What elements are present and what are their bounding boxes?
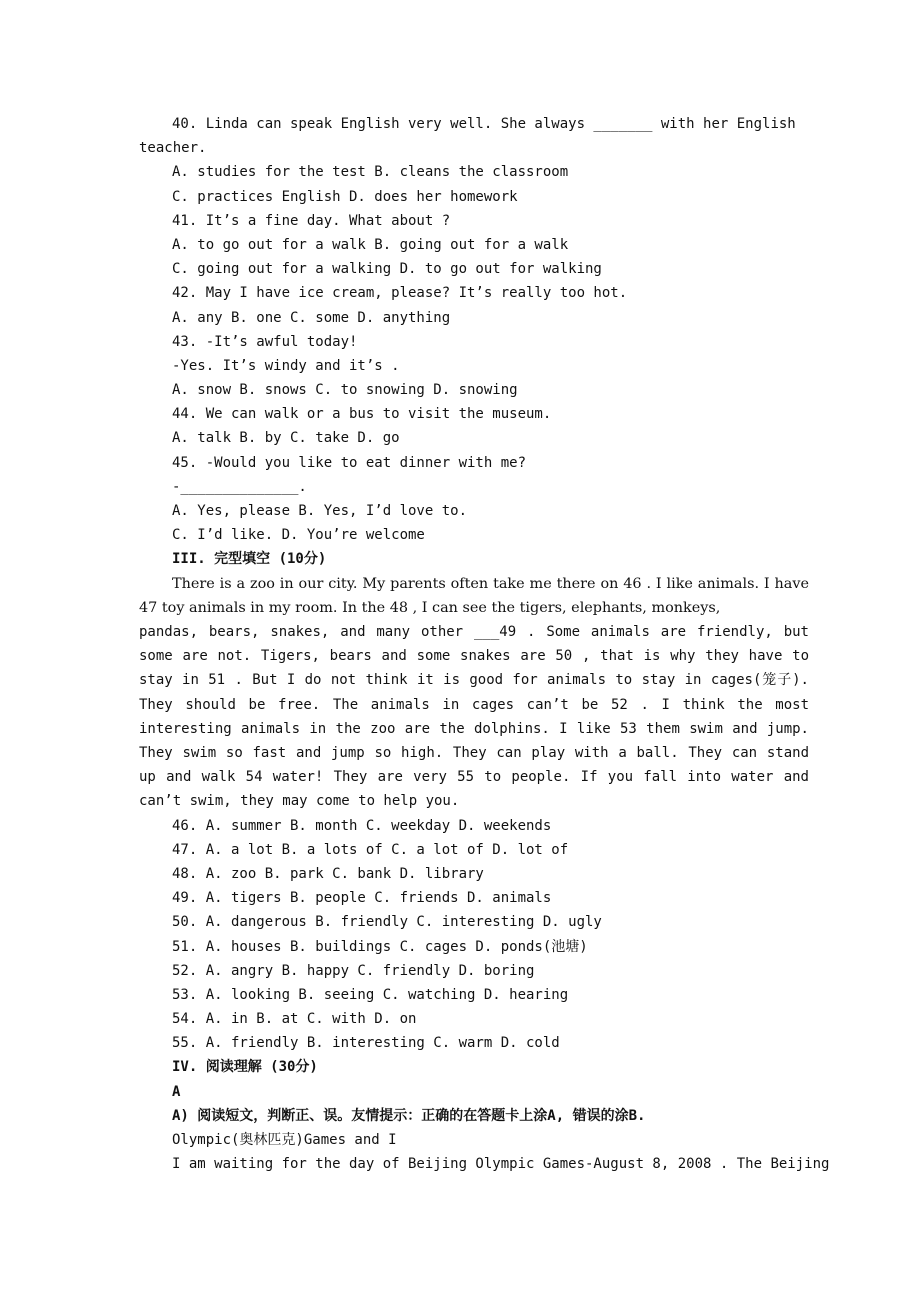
cloze-option-line: 49. A. tigers B. people C. friends D. animals: [172, 890, 552, 907]
reading-instruction: A) 阅读短文，判断正、误。友情提示：正确的在答题卡上涂A, 错误的涂B.: [172, 1107, 646, 1124]
q45-options-cd: C. I’d like. D. You’re welcome: [172, 527, 425, 544]
cloze-option-line: 55. A. friendly B. interesting C. warm D. cold: [172, 1035, 560, 1052]
section3-heading: III. 完型填空 (10分): [172, 551, 327, 568]
q40-stem: 40. Linda can speak English very well. She always _______ with her English: [172, 116, 796, 132]
q41-stem: 41. It’s a fine day. What about ?: [172, 212, 451, 229]
cloze-option-line: 46. A. summer B. month C. weekday D. weekends: [172, 817, 552, 834]
q45-options-ab: A. Yes, please B. Yes, I’d love to.: [172, 503, 468, 519]
q40-options-cd: C. practices English D. does her homework: [172, 188, 518, 205]
q42-options: A. any B. one C. some D. anything: [172, 309, 451, 326]
q40-options-ab: A. studies for the test B. cleans the classroom: [172, 164, 569, 181]
q44-options: A. talk B. by C. take D. go: [172, 430, 400, 447]
cloze-passage-part2: pandas, bears, snakes, and many other ___49 . Some animals are friendly, but some are not. Tigers, bears and some snakes are 50 , that is why they have to stay in 51 . But I do not think it is good for animals to stay in cages(笼子). They should be free. The animals in cages can’t be 52 . I think the most interesting animals in the zoo are the dolphins. I like 53 them swim and jump. They swim so fast and jump so high. They can play with a ball. They can stand up and walk 54 water! They are very 55 to people. If you fall into water and can’t swim, they may come to help you.: [139, 623, 809, 810]
cloze-option-line: 48. A. zoo B. park C. bank D. library: [172, 865, 484, 882]
reading-passage-first-line: I am waiting for the day of Beijing Olympic Games-August 8, 2008 . The Beijing: [172, 1156, 830, 1173]
cloze-option-line: 51. A. houses B. buildings C. cages D. ponds(池塘): [172, 938, 588, 955]
q45-stem: 45. -Would you like to eat dinner with me?: [172, 454, 527, 471]
q41-options-cd: C. going out for a walking D. to go out for walking: [172, 261, 602, 278]
page-content: [139, 112, 830, 1176]
cloze-option-line: 52. A. angry B. happy C. friendly D. boring: [172, 962, 535, 979]
q43-options: A. snow B. snows C. to snowing D. snowing: [172, 382, 518, 399]
q40-stem-continued: teacher.: [139, 140, 207, 157]
cloze-passage-part1: There is a zoo in our city. My parents often take me there on 46 . I like animals. I have 47 toy animals in my room. In the 48 , I can see the tigers, elephants, monkeys,: [139, 575, 809, 616]
reading-part-label: A: [172, 1083, 181, 1100]
section4-heading: IV. 阅读理解 (30分): [172, 1059, 318, 1076]
cloze-options-list: [139, 814, 809, 1056]
q41-options-ab: A. to go out for a walk B. going out for a walk: [172, 236, 569, 253]
q44-stem: 44. We can walk or a bus to visit the museum.: [172, 406, 552, 423]
cloze-option-line: 53. A. looking B. seeing C. watching D. hearing: [172, 986, 569, 1003]
q42-stem: 42. May I have ice cream, please? It’s really too hot.: [172, 285, 628, 302]
cloze-option-line: 50. A. dangerous B. friendly C. interesting D. ugly: [172, 914, 602, 931]
q45-reply-blank: -______________.: [172, 478, 307, 495]
cloze-option-line: 47. A. a lot B. a lots of C. a lot of D. lot of: [172, 841, 569, 858]
q43-reply: -Yes. It’s windy and it’s .: [172, 357, 400, 374]
reading-passage-title: Olympic(奥林匹克)Games and I: [172, 1132, 397, 1149]
cloze-option-line: 54. A. in B. at C. with D. on: [172, 1011, 417, 1028]
q43-stem: 43. -It’s awful today!: [172, 333, 358, 350]
